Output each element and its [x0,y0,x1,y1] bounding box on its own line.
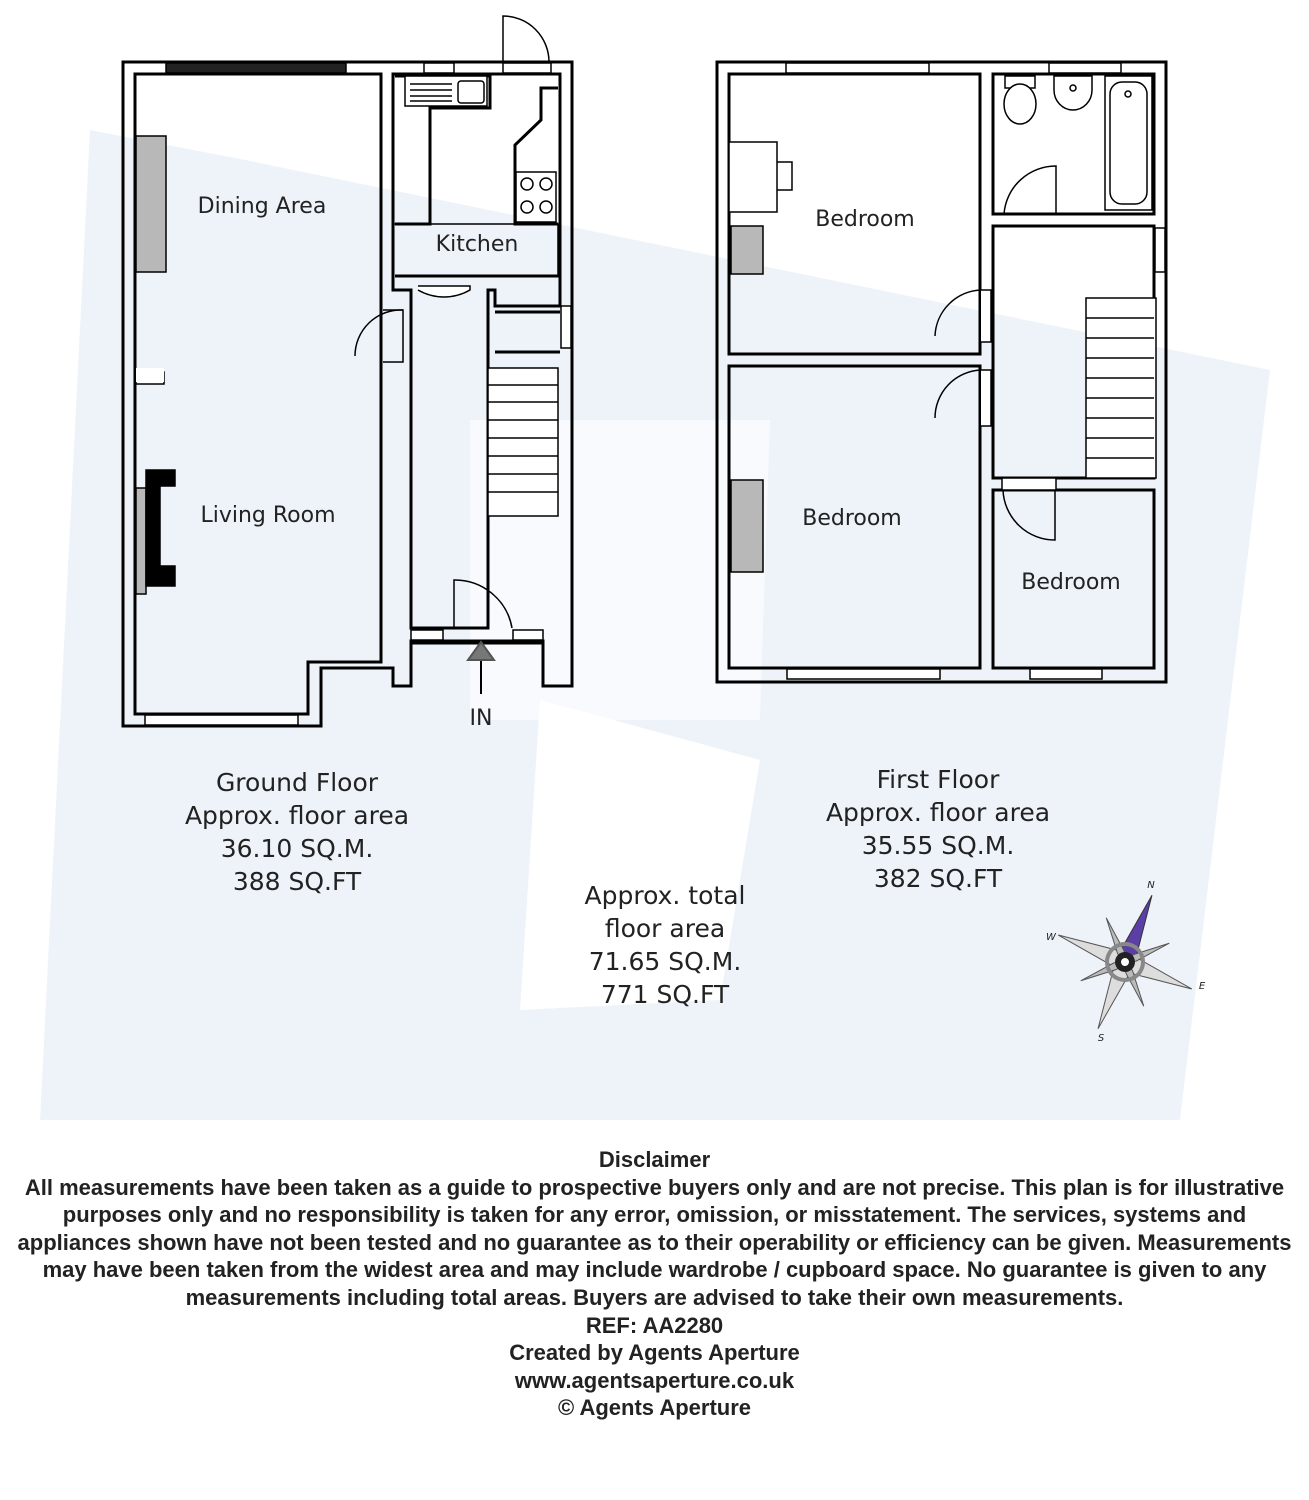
total-area-line2: floor area [604,914,726,943]
created-by: Created by Agents Aperture [509,1340,800,1366]
total-area-line1: Approx. total [584,881,746,910]
ground-floor-sqft: 388 SQ.FT [232,867,362,896]
reference-number: REF: AA2280 [585,1312,724,1338]
hob-icon [516,172,556,222]
disclaimer-heading: Disclaimer [598,1147,711,1172]
website-link[interactable]: www.agentsaperture.co.uk [514,1367,795,1393]
sink-icon [405,76,487,106]
ground-floor-area [147,766,447,898]
room-label-bedroom-1: Bedroom [815,207,915,232]
first-floor-area-label: Approx. floor area [825,798,1051,827]
first-floor-title: First Floor [876,765,1000,794]
total-area-sqm: 71.65 SQ.M. [588,947,742,976]
disclaimer-text: All measurements have been taken as a guide to prospective buyers only and are not precise. This plan is for illustrative purposes only and no responsibility is taken for any error, omission, or misstatement. The services, systems and appliances shown have not been tested and no guarantee as to their operability or efficiency can be given. Measurements may have been taken from the widest area and may include wardrobe / cupboard space. No guarantee is given to any measurements including total areas. Buyers are advised to take their own measurements. [17,1174,1292,1310]
ground-floor-title: Ground Floor [215,768,379,797]
disclaimer-block [0,1146,1309,1422]
room-label-dining: Dining Area [197,194,327,219]
total-floor-area [515,879,815,1011]
copyright: © Agents Aperture [557,1395,752,1421]
room-label-bedroom-3: Bedroom [1021,570,1121,595]
bathroom-suite [1004,76,1152,210]
total-area-sqft: 771 SQ.FT [600,980,730,1009]
ground-floor-sqm: 36.10 SQ.M. [220,834,374,863]
first-floor-area [788,763,1088,895]
ground-stairs [488,368,558,516]
room-label-bedroom-2: Bedroom [802,506,902,531]
compass-e-label: E [1198,981,1206,992]
compass-n-label: N [1147,880,1155,891]
first-floor-sqft: 382 SQ.FT [873,864,1003,893]
entrance-label: IN [469,706,493,731]
room-label-kitchen: Kitchen [435,232,519,257]
first-floor-sqm: 35.55 SQ.M. [861,831,1015,860]
compass-w-label: W [1046,932,1056,943]
compass-s-label: S [1097,1033,1105,1044]
ground-floor-area-label: Approx. floor area [184,801,410,830]
room-label-living: Living Room [200,503,336,528]
